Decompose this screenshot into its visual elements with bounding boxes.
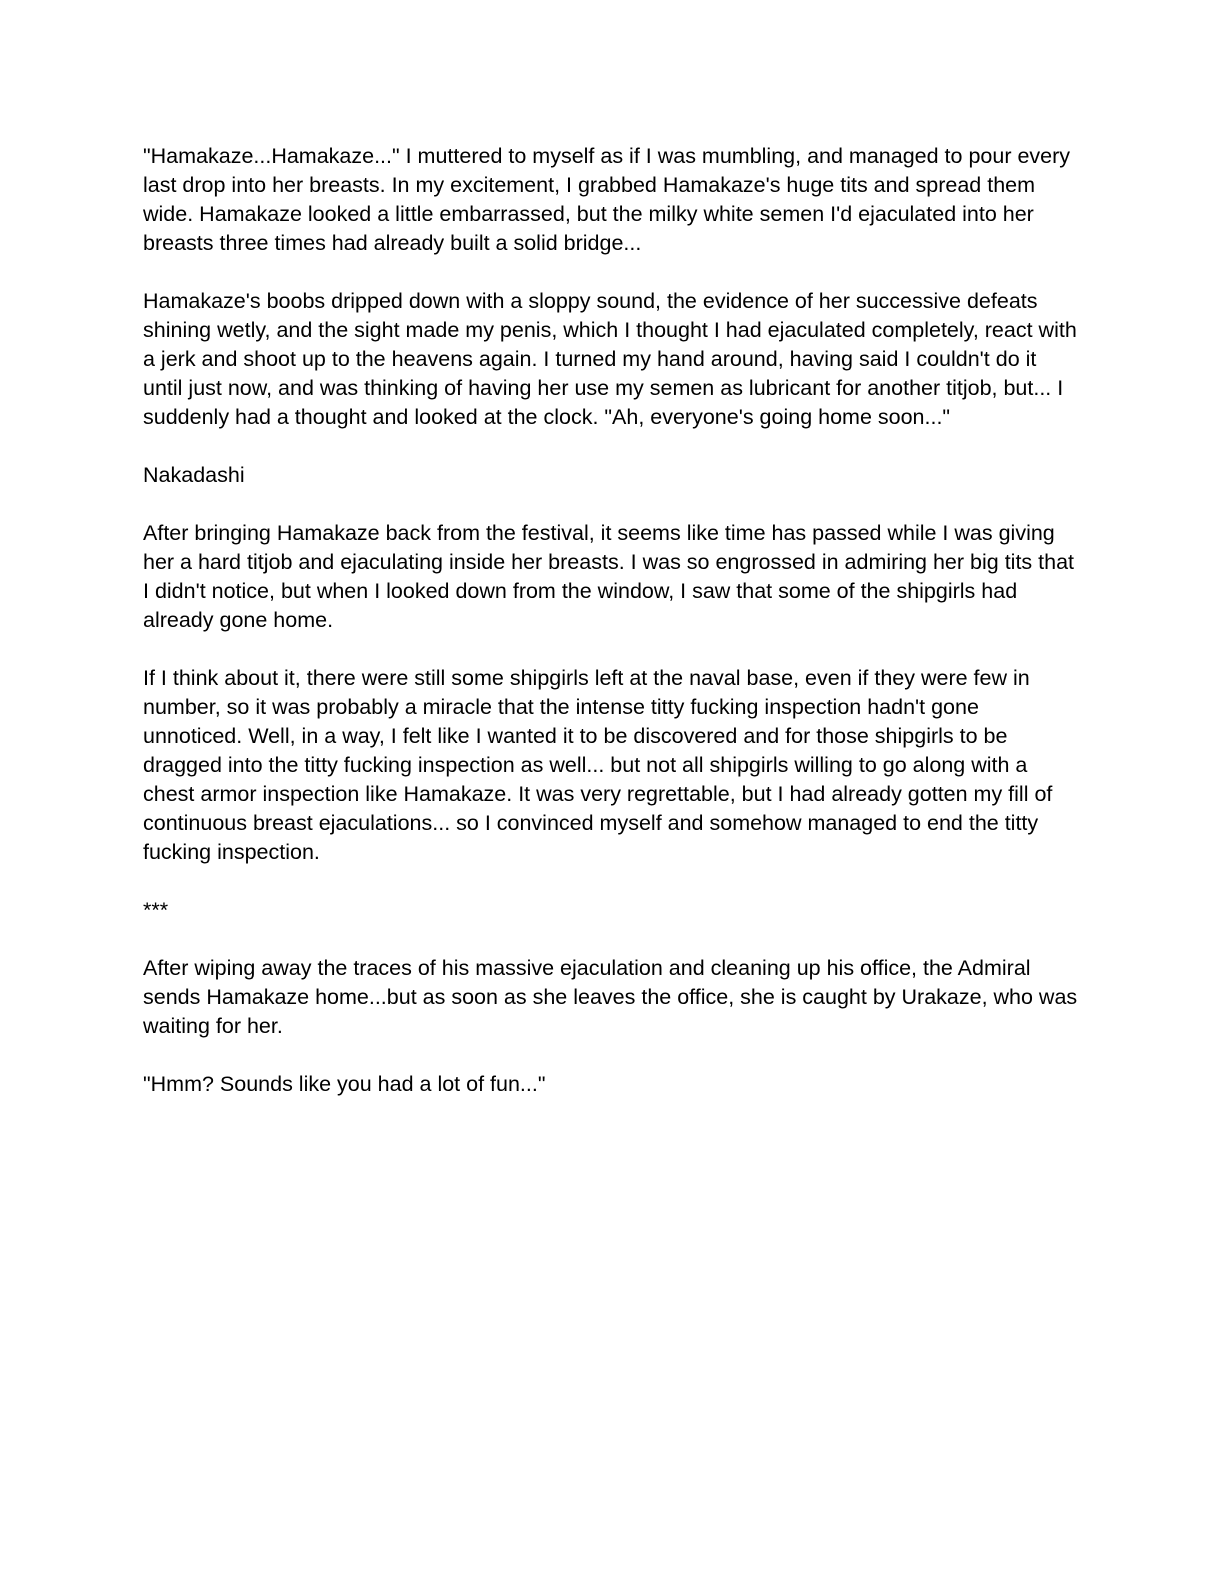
paragraph-heading: Nakadashi [143, 463, 245, 487]
document-text-body [143, 142, 1084, 1099]
paragraph: After wiping away the traces of his massive ejaculation and cleaning up his office, the Admiral sends Hamakaze home...but as soon as she leaves the office, she is caught by Urakaze, who was waiting for her. [143, 956, 1084, 1038]
paragraph: "Hamakaze...Hamakaze..." I muttered to myself as if I was mumbling, and managed to pour every last drop into her breasts. In my excitement, I grabbed Hamakaze's huge tits and spread them wide. Hamakaze looked a little embarrassed, but the milky white semen I'd ejaculated into her breasts three times had already built a solid bridge... [143, 144, 1077, 255]
paragraph: "Hmm? Sounds like you had a lot of fun..." [143, 1072, 546, 1096]
paragraph: If I think about it, there were still some shipgirls left at the naval base, even if they were few in number, so it was probably a miracle that the intense titty fucking inspection hadn't gone unnoticed. Well, in a way, I felt like I wanted it to be discovered and for those shipgirls to be dragged into the titty fucking inspection as well... but not all shipgirls willing to go along with a chest armor inspection like Hamakaze. It was very regrettable, but I had already gotten my fill of continuous breast ejaculations... so I convinced myself and somehow managed to end the titty fucking inspection. [143, 666, 1059, 864]
section-separator: *** [143, 898, 169, 922]
paragraph: After bringing Hamakaze back from the festival, it seems like time has passed while I was giving her a hard titjob and ejaculating inside her breasts. I was so engrossed in admiring her big tits that I didn't notice, but when I looked down from the window, I saw that some of the shipgirls had already gone home. [143, 521, 1080, 632]
paragraph: Hamakaze's boobs dripped down with a sloppy sound, the evidence of her successive defeats shining wetly, and the sight made my penis, which I thought I had ejaculated completely, react with a jerk and shoot up to the heavens again. I turned my hand around, having said I couldn't do it until just now, and was thinking of having her use my semen as lubricant for another titjob, but... I suddenly had a thought and looked at the clock. "Ah, everyone's going home soon..." [143, 289, 1083, 429]
